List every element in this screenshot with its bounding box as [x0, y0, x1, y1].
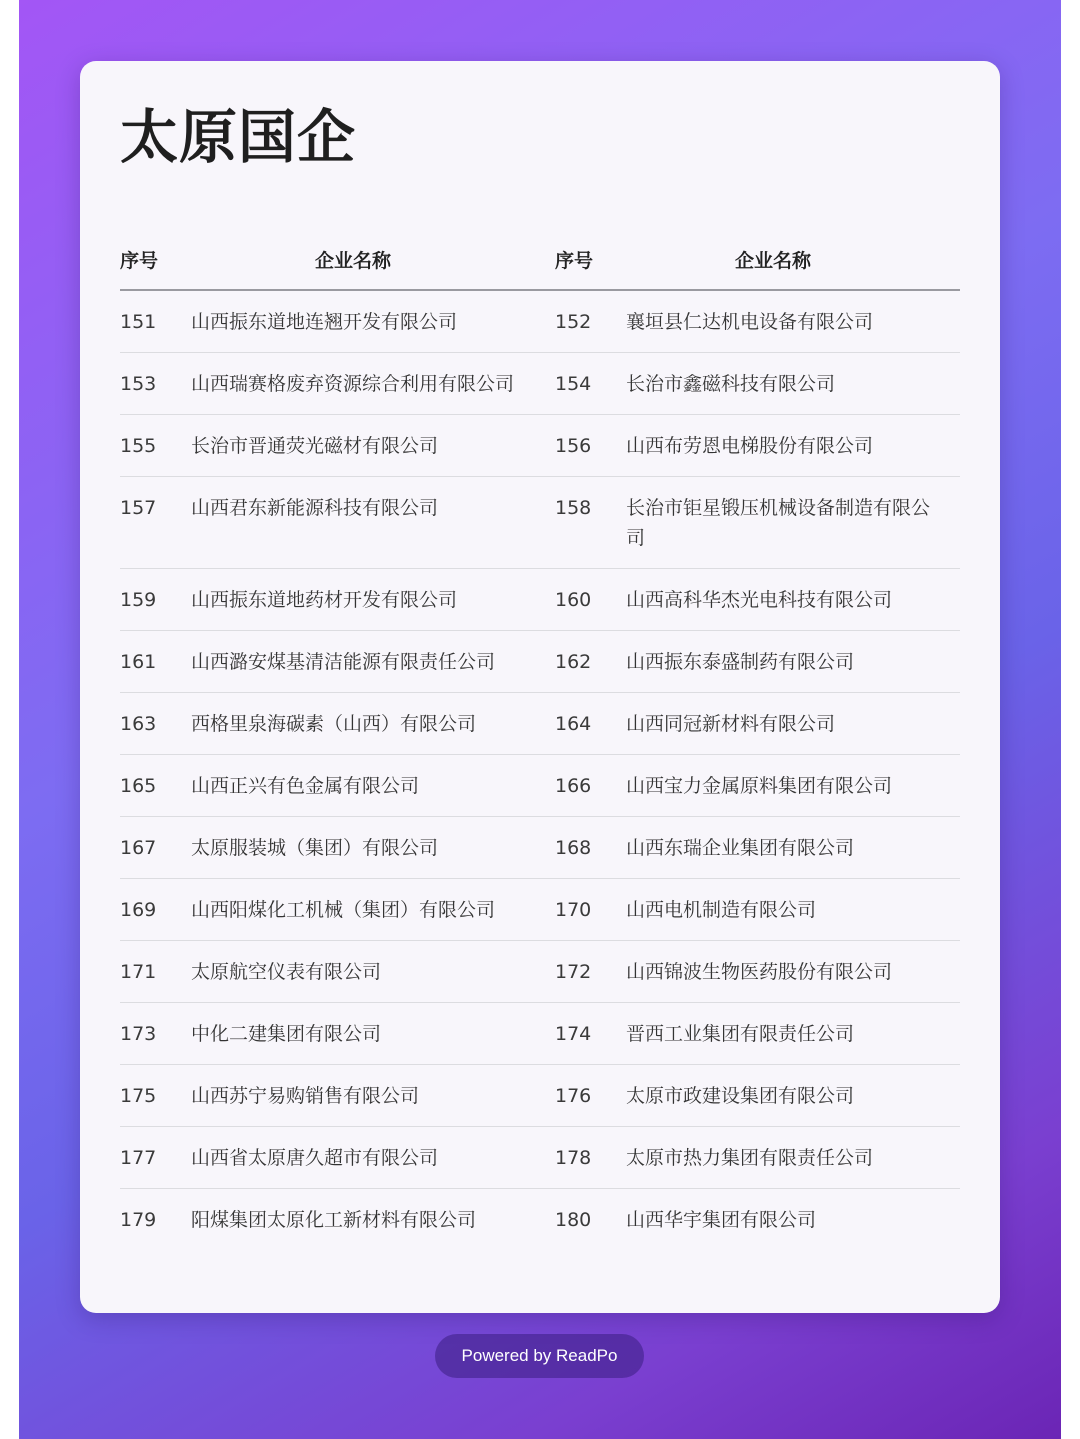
row-number-right: 162 [555, 631, 626, 693]
table-row [120, 1189, 960, 1251]
row-number-left: 165 [120, 755, 191, 817]
row-number-left: 153 [120, 353, 191, 415]
company-name-right: 太原市热力集团有限责任公司 [626, 1127, 960, 1189]
row-number-left: 159 [120, 569, 191, 631]
row-number-right: 156 [555, 415, 626, 477]
company-name-left: 长治市晋通荧光磁材有限公司 [191, 415, 555, 477]
row-number-right: 152 [555, 290, 626, 353]
company-name-left: 西格里泉海碳素（山西）有限公司 [191, 693, 555, 755]
row-number-left: 173 [120, 1003, 191, 1065]
row-number-right: 168 [555, 817, 626, 879]
row-number-left: 157 [120, 477, 191, 569]
company-name-left: 阳煤集团太原化工新材料有限公司 [191, 1209, 477, 1231]
table-row [120, 941, 960, 1003]
row-number-left: 171 [120, 941, 191, 1003]
row-number-right: 172 [555, 941, 626, 1003]
company-name-left: 山西振东道地药材开发有限公司 [191, 569, 555, 631]
row-number-right: 154 [555, 353, 626, 415]
company-name-right: 山西同冠新材料有限公司 [626, 693, 960, 755]
page-title: 太原国企 [120, 103, 357, 171]
company-name-left: 山西潞安煤基清洁能源有限责任公司 [191, 631, 555, 693]
company-name-left: 太原服装城（集团）有限公司 [191, 817, 555, 879]
row-number-right: 164 [555, 693, 626, 755]
company-name-left: 山西振东道地连翘开发有限公司 [191, 290, 555, 353]
table-row [120, 1065, 960, 1127]
row-number-right: 174 [555, 1003, 626, 1065]
table-row [120, 693, 960, 755]
row-number-right: 170 [555, 879, 626, 941]
header-number-right: 序号 [555, 229, 626, 290]
company-name-right: 晋西工业集团有限责任公司 [626, 1003, 960, 1065]
row-number-left: 175 [120, 1065, 191, 1127]
company-name-right: 长治市鑫磁科技有限公司 [626, 353, 960, 415]
company-name-right: 山西华宇集团有限公司 [626, 1209, 817, 1231]
row-number-left: 167 [120, 817, 191, 879]
row-number-right: 178 [555, 1127, 626, 1189]
table-row [120, 477, 960, 569]
row-number-left: 163 [120, 693, 191, 755]
table-header-row [120, 229, 960, 290]
content-card [80, 61, 1000, 1313]
table-row [120, 755, 960, 817]
table-row [120, 415, 960, 477]
row-number-right: 176 [555, 1065, 626, 1127]
company-name-right: 山西电机制造有限公司 [626, 879, 960, 941]
company-name-left: 中化二建集团有限公司 [191, 1003, 555, 1065]
company-name-left: 山西阳煤化工机械（集团）有限公司 [191, 879, 555, 941]
company-name-right: 襄垣县仁达机电设备有限公司 [626, 290, 960, 353]
company-name-right: 太原市政建设集团有限公司 [626, 1065, 960, 1127]
company-name-left: 山西省太原唐久超市有限公司 [191, 1127, 555, 1189]
row-number-left: 177 [120, 1127, 191, 1189]
company-name-left: 山西瑞赛格废弃资源综合利用有限公司 [191, 353, 555, 415]
row-number-left: 179 [120, 1209, 157, 1231]
company-name-left: 山西正兴有色金属有限公司 [191, 755, 555, 817]
table-row [120, 631, 960, 693]
row-number-left: 151 [120, 290, 191, 353]
row-number-right: 180 [555, 1209, 592, 1231]
row-number-right: 160 [555, 569, 626, 631]
table-row [120, 569, 960, 631]
row-number-left: 169 [120, 879, 191, 941]
table-row [120, 353, 960, 415]
company-name-left: 太原航空仪表有限公司 [191, 941, 555, 1003]
header-name-left: 企业名称 [191, 229, 555, 290]
page-background [19, 0, 1061, 1439]
table-row [120, 290, 960, 353]
company-name-right: 山西布劳恩电梯股份有限公司 [626, 415, 960, 477]
row-number-right: 158 [555, 477, 626, 569]
company-name-right: 山西锦波生物医药股份有限公司 [626, 941, 960, 1003]
row-number-left: 161 [120, 631, 191, 693]
company-name-right: 山西高科华杰光电科技有限公司 [626, 569, 960, 631]
company-name-right: 山西宝力金属原料集团有限公司 [626, 755, 960, 817]
powered-by-badge[interactable]: Powered by ReadPo [435, 1334, 644, 1378]
company-name-right: 山西振东泰盛制药有限公司 [626, 631, 960, 693]
table-row [120, 879, 960, 941]
company-name-left: 山西苏宁易购销售有限公司 [191, 1065, 555, 1127]
row-number-right: 166 [555, 755, 626, 817]
company-name-right: 长治市钜星锻压机械设备制造有限公司 [626, 477, 960, 569]
table-row [120, 1127, 960, 1189]
header-name-right: 企业名称 [626, 229, 960, 290]
header-number-left: 序号 [120, 229, 191, 290]
table-body [120, 290, 960, 1250]
company-name-left: 山西君东新能源科技有限公司 [191, 477, 555, 569]
enterprise-table [120, 229, 960, 1250]
row-number-left: 155 [120, 415, 191, 477]
table-row [120, 817, 960, 879]
company-name-right: 山西东瑞企业集团有限公司 [626, 817, 960, 879]
table-row [120, 1003, 960, 1065]
